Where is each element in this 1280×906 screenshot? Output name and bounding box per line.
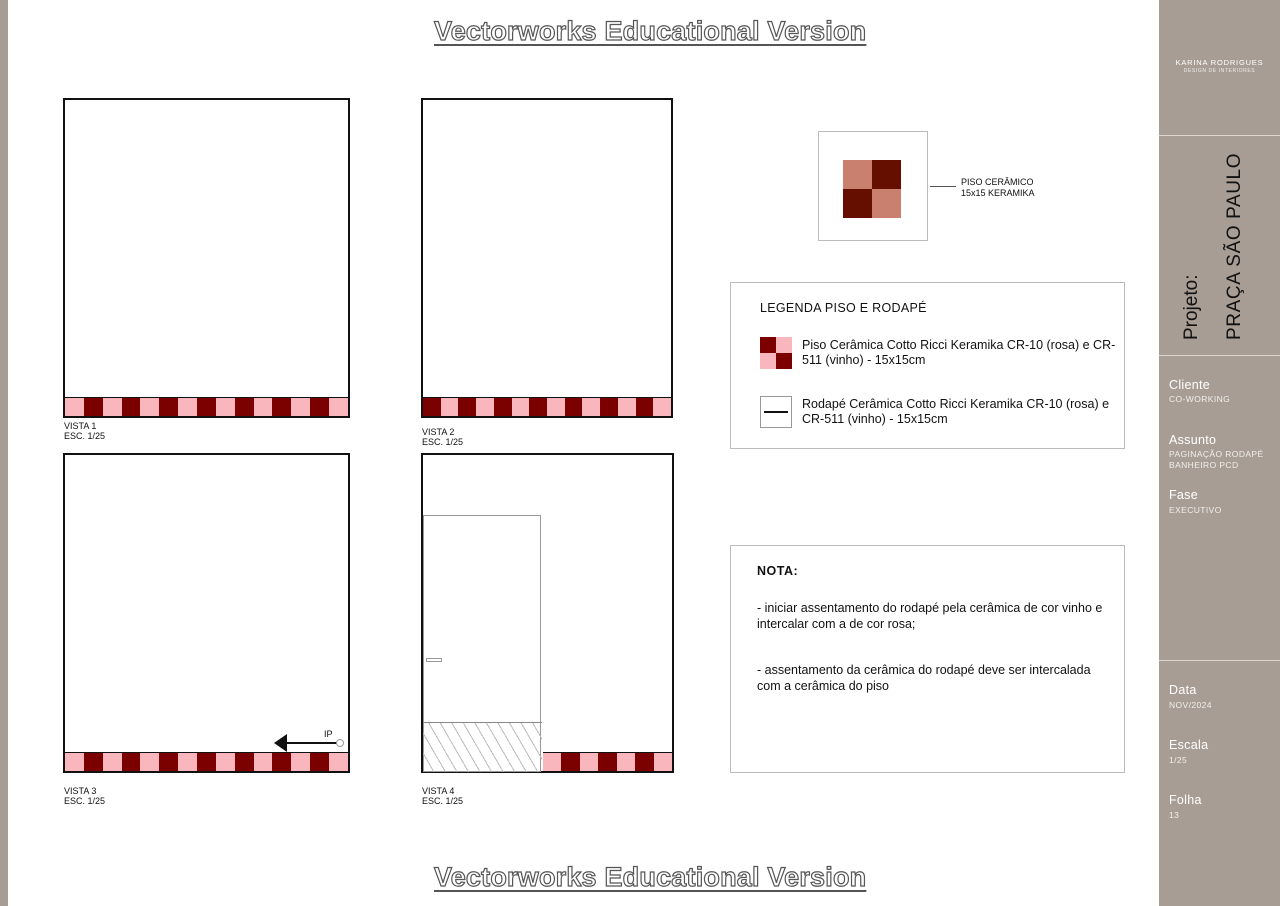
view-3-label: [64, 786, 105, 806]
note-box: [730, 545, 1125, 773]
legend-title: LEGENDA PISO E RODAPÉ: [760, 301, 927, 315]
view-scale: ESC. 1/25: [422, 796, 464, 806]
baseboard-strip: [423, 397, 671, 416]
legend-item-floor: Piso Cerâmica Cotto Ricci Keramika CR-10 (rosa) e CR-511 (vinho) - 15x15cm: [802, 338, 1116, 367]
tile-vinho: [159, 398, 178, 416]
tile-vinho: [197, 753, 216, 771]
escala-value: 1/25: [1169, 755, 1188, 765]
tile-rosa: [580, 753, 598, 771]
tile-rosa: [547, 398, 565, 416]
tile-vinho: [600, 398, 618, 416]
door-hatch-area: [423, 722, 542, 772]
data-value: NOV/2024: [1169, 700, 1212, 710]
tile-vinho: [635, 753, 653, 771]
tile-dark: [843, 189, 872, 218]
tile-rosa: [329, 753, 348, 771]
tile-vinho: [84, 753, 103, 771]
folha-value: 13: [1169, 810, 1180, 820]
tile-rosa: [178, 753, 197, 771]
divider: [1159, 135, 1280, 136]
cliente-value: CO-WORKING: [1169, 394, 1231, 404]
tile-rosa: [441, 398, 459, 416]
tile-light: [776, 337, 792, 353]
tile-vinho: [561, 753, 579, 771]
sample-leader-line: [930, 186, 956, 187]
tile-vinho: [598, 753, 616, 771]
tile-rosa: [216, 398, 235, 416]
watermark-top: Vectorworks Educational Version: [434, 16, 867, 46]
tile-vinho: [197, 398, 216, 416]
tile-rosa: [329, 398, 348, 416]
tile-light: [872, 189, 901, 218]
tile-sample-box: [818, 131, 928, 241]
door-handle-icon: [426, 658, 442, 662]
brand-subtitle: DESIGN DE INTERIORES: [1183, 68, 1256, 74]
tile-rosa: [582, 398, 600, 416]
project-label: Projeto:: [1181, 274, 1202, 340]
tile-vinho: [636, 398, 654, 416]
view-title: VISTA 4: [422, 786, 455, 796]
tile-rosa: [254, 753, 273, 771]
note-title: NOTA:: [757, 564, 799, 578]
note-item-1: - iniciar assentamento do rodapé pela cerâmica de cor vinho e intercalar com a de cor rosa;: [757, 601, 1103, 631]
tile-rosa: [140, 398, 159, 416]
tile-vinho: [565, 398, 583, 416]
tile-vinho: [235, 398, 254, 416]
ip-arrow-shaft: [287, 742, 337, 744]
note-item-2: - assentamento da cerâmica do rodapé deve ser intercalada com a cerâmica do piso: [757, 663, 1091, 693]
tile-vinho: [423, 398, 441, 416]
sample-line-2: 15x15 KERAMIKA: [961, 188, 1035, 198]
view-scale: ESC. 1/25: [64, 796, 106, 806]
tile-light: [843, 160, 872, 189]
tile-sample-swatch: [843, 160, 901, 218]
view-scale: ESC. 1/25: [422, 437, 464, 447]
baseboard-strip: [65, 752, 348, 771]
cliente-label: Cliente: [1169, 378, 1211, 392]
tile-rosa: [65, 398, 84, 416]
view-title: VISTA 2: [422, 427, 455, 437]
escala-label: Escala: [1169, 738, 1209, 752]
assunto-value: PAGINAÇÃO RODAPÉ BANHEIRO PCD: [1169, 449, 1264, 470]
floor-tile-icon: [760, 337, 792, 369]
brand-logo: [1159, 58, 1280, 74]
tile-vinho: [122, 398, 141, 416]
tile-rosa: [216, 753, 235, 771]
tile-rosa: [617, 753, 635, 771]
view-title: VISTA 1: [64, 421, 97, 431]
tile-rosa: [103, 753, 122, 771]
tile-rosa: [178, 398, 197, 416]
view-2-elevation: [421, 98, 673, 418]
data-label: Data: [1169, 683, 1197, 697]
view-title: VISTA 3: [64, 786, 97, 796]
fase-value: EXECUTIVO: [1169, 505, 1222, 515]
left-margin-bar: [0, 0, 8, 906]
assunto-label: Assunto: [1169, 433, 1217, 447]
view-2-label: [422, 427, 463, 447]
ip-arrow-icon: [274, 734, 287, 752]
tile-vinho: [84, 398, 103, 416]
tile-rosa: [654, 753, 672, 771]
baseboard-strip: [65, 397, 348, 416]
legend-item-baseboard: Rodapé Cerâmica Cotto Ricci Keramika CR-10 (rosa) e CR-511 (vinho) - 15x15cm: [802, 397, 1110, 426]
tile-dark: [776, 353, 792, 369]
tile-rosa: [618, 398, 636, 416]
tile-vinho: [272, 753, 291, 771]
tile-vinho: [159, 753, 178, 771]
view-1-elevation: [63, 98, 350, 418]
tile-vinho: [235, 753, 254, 771]
tile-vinho: [494, 398, 512, 416]
tile-rosa: [291, 753, 310, 771]
tile-rosa: [476, 398, 494, 416]
folha-label: Folha: [1169, 793, 1202, 807]
tile-rosa: [103, 398, 122, 416]
view-scale: ESC. 1/25: [64, 431, 106, 441]
baseboard-strip: [543, 752, 672, 771]
divider: [1159, 660, 1280, 661]
ip-point-icon: [336, 739, 344, 747]
tile-vinho: [122, 753, 141, 771]
baseboard-line-icon: [760, 396, 792, 428]
project-name: PRAÇA SÃO PAULO: [1224, 152, 1245, 340]
tile-rosa: [543, 753, 561, 771]
sample-label: [961, 177, 1035, 199]
view-1-label: [64, 421, 105, 441]
watermark-bottom: Vectorworks Educational Version: [434, 862, 867, 892]
tile-dark: [872, 160, 901, 189]
tile-vinho: [529, 398, 547, 416]
sample-line-1: PISO CERÂMICO: [961, 177, 1034, 187]
tile-vinho: [458, 398, 476, 416]
brand-name: KARINA RODRIGUES: [1175, 58, 1264, 67]
tile-light: [760, 353, 776, 369]
tile-vinho: [272, 398, 291, 416]
tile-vinho: [310, 398, 329, 416]
tile-rosa: [653, 398, 671, 416]
tile-rosa: [140, 753, 159, 771]
tile-rosa: [254, 398, 273, 416]
tile-vinho: [310, 753, 329, 771]
ip-label: IP: [324, 729, 333, 739]
tile-rosa: [291, 398, 310, 416]
view-4-label: [422, 786, 463, 806]
view-3-elevation: [63, 453, 350, 773]
fase-label: Fase: [1169, 488, 1198, 502]
tile-rosa: [512, 398, 530, 416]
divider: [1159, 355, 1280, 356]
tile-rosa: [65, 753, 84, 771]
tile-dark: [760, 337, 776, 353]
